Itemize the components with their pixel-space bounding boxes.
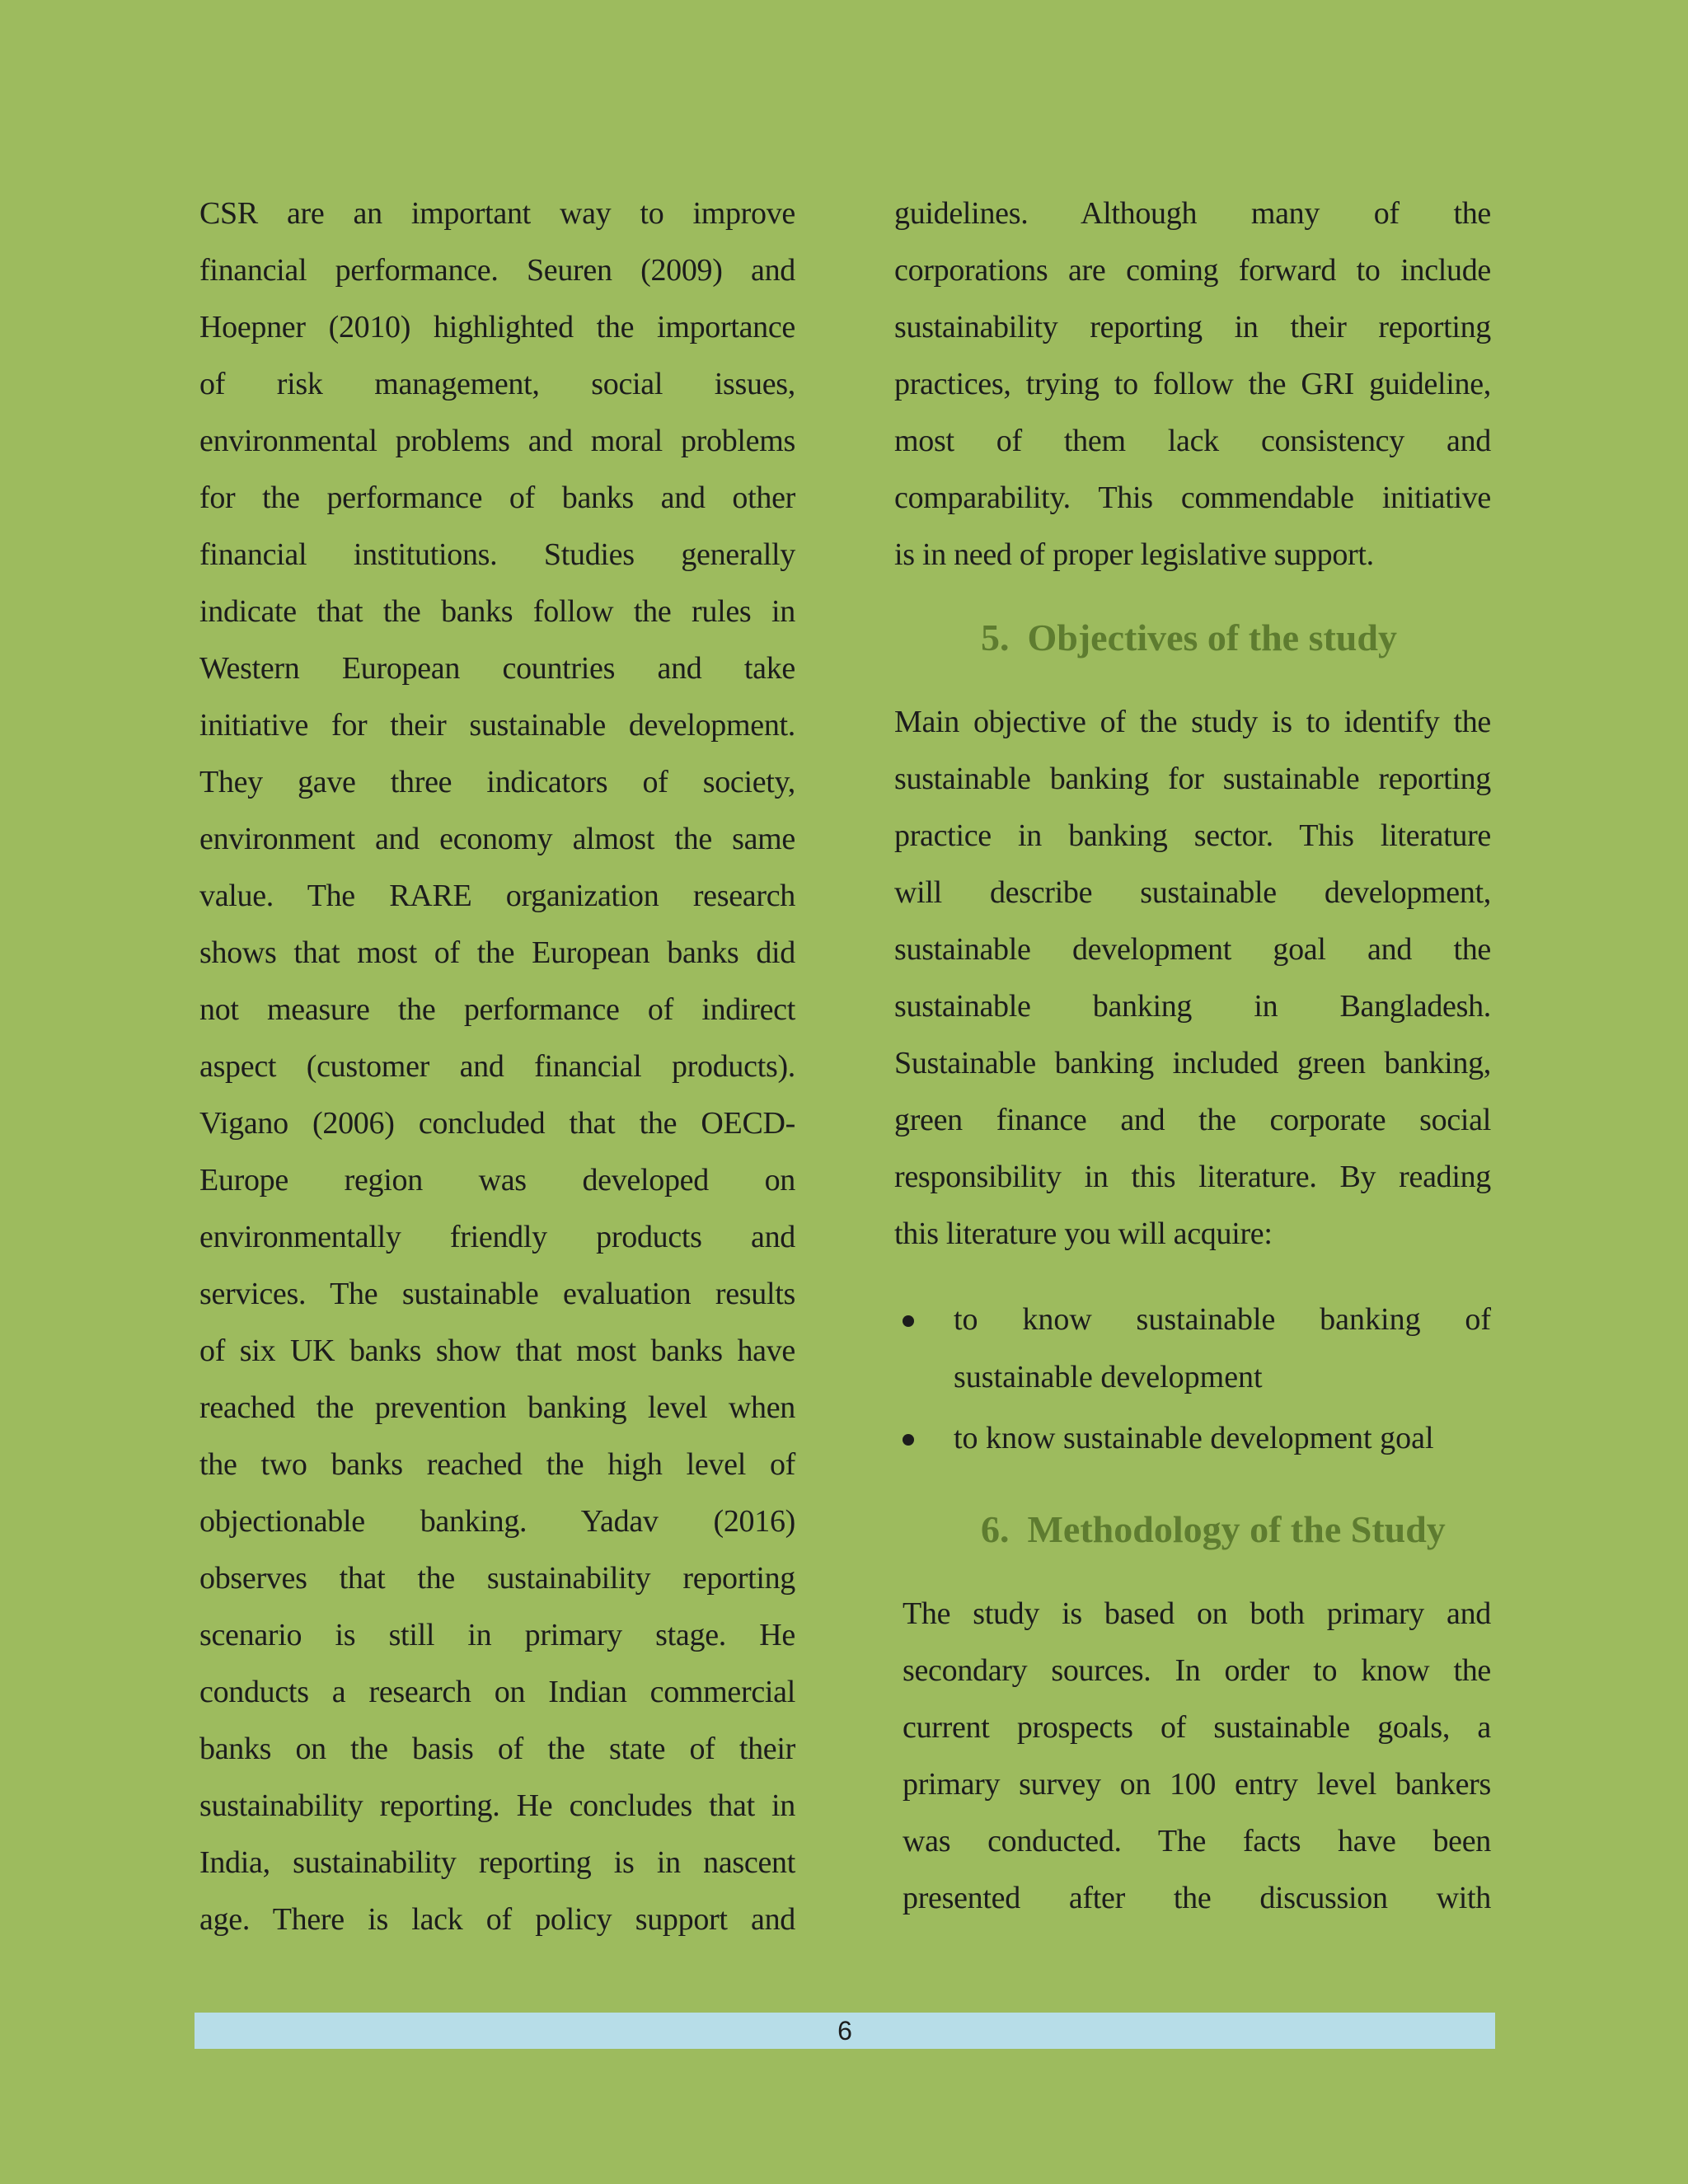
bullet-icon xyxy=(903,1315,914,1327)
text-line: practices, trying to follow the GRI guideline, xyxy=(894,367,1491,401)
text-line: environmentally friendly products and xyxy=(199,1220,795,1254)
left-paragraph xyxy=(199,185,795,1948)
text-line: Sustainable banking included green banking, xyxy=(894,1046,1491,1080)
text-line: Hoepner (2010) highlighted the importance xyxy=(199,310,795,344)
section-5-number: 5. xyxy=(981,616,1010,658)
text-line: this literature you will acquire: xyxy=(894,1216,1273,1251)
text-line: reached the prevention banking level when xyxy=(199,1390,795,1425)
text-line: financial performance. Seuren (2009) and xyxy=(199,253,795,288)
text-line: aspect (customer and financial products). xyxy=(199,1049,795,1084)
objectives-list xyxy=(894,1291,1491,1467)
text-line: sustainable development goal and the xyxy=(894,932,1491,967)
text-line: financial institutions. Studies generally xyxy=(199,537,795,572)
list-item xyxy=(894,1291,1491,1406)
text-line: environment and economy almost the same xyxy=(199,822,795,856)
text-line: most of them lack consistency and xyxy=(894,424,1491,458)
text-line: sustainability reporting in their reporting xyxy=(894,310,1491,344)
text-line: Vigano (2006) concluded that the OECD- xyxy=(199,1106,795,1141)
text-line: Western European countries and take xyxy=(199,651,795,686)
section-5-paragraph xyxy=(894,694,1491,1263)
text-line: sustainable banking for sustainable reporting xyxy=(894,762,1491,796)
section-6-heading xyxy=(894,1505,1491,1554)
text-line: sustainable banking in Bangladesh. xyxy=(894,989,1491,1024)
text-line: primary survey on 100 entry level bankers xyxy=(903,1767,1491,1802)
text-line: objectionable banking. Yadav (2016) xyxy=(199,1504,795,1539)
bullet-icon xyxy=(903,1434,914,1446)
text-line: will describe sustainable development, xyxy=(894,875,1491,910)
page-footer-bar xyxy=(195,2013,1495,2049)
list-item xyxy=(894,1409,1491,1467)
text-line: presented after the discussion with xyxy=(903,1881,1491,1915)
right-column xyxy=(894,185,1491,1927)
text-line: guidelines. Although many of the xyxy=(894,196,1491,231)
text-line: comparability. This commendable initiative xyxy=(894,480,1491,515)
text-line: The study is based on both primary and xyxy=(903,1596,1491,1631)
text-line: observes that the sustainability reporting xyxy=(199,1561,795,1596)
text-line: to know sustainable banking of xyxy=(954,1302,1491,1337)
text-line: indicate that the banks follow the rules in xyxy=(199,594,795,629)
text-line: responsibility in this literature. By reading xyxy=(894,1160,1491,1194)
text-line: practice in banking sector. This literature xyxy=(894,818,1491,853)
text-line: age. There is lack of policy support and xyxy=(199,1902,795,1937)
text-line: initiative for their sustainable development. xyxy=(199,708,795,743)
text-line: is in need of proper legislative support. xyxy=(894,537,1374,572)
section-6-number: 6. xyxy=(981,1508,1010,1550)
text-line: banks on the basis of the state of their xyxy=(199,1732,795,1766)
text-line: the two banks reached the high level of xyxy=(199,1447,795,1482)
text-line: of six UK banks show that most banks have xyxy=(199,1333,795,1368)
text-line: sustainable development xyxy=(954,1360,1263,1394)
text-line: for the performance of banks and other xyxy=(199,480,795,515)
text-line: to know sustainable development goal xyxy=(954,1421,1434,1455)
left-column xyxy=(199,185,795,1948)
right-intro-paragraph xyxy=(894,185,1491,583)
section-5-title: Objectives of the study xyxy=(1027,616,1397,658)
text-line: They gave three indicators of society, xyxy=(199,765,795,799)
text-line: corporations are coming forward to include xyxy=(894,253,1491,288)
text-line: value. The RARE organization research xyxy=(199,879,795,913)
text-line: environmental problems and moral problems xyxy=(199,424,795,458)
text-line: services. The sustainable evaluation results xyxy=(199,1277,795,1311)
text-line: green finance and the corporate social xyxy=(894,1103,1491,1137)
text-line: conducts a research on Indian commercial xyxy=(199,1675,795,1709)
text-line: India, sustainability reporting is in nascent xyxy=(199,1845,795,1880)
page-number: 6 xyxy=(837,2015,852,2046)
text-line: secondary sources. In order to know the xyxy=(903,1653,1491,1688)
text-line: not measure the performance of indirect xyxy=(199,992,795,1027)
text-line: sustainability reporting. He concludes that in xyxy=(199,1788,795,1823)
text-line: Europe region was developed on xyxy=(199,1163,795,1197)
section-5-heading xyxy=(894,613,1491,663)
text-line: of risk management, social issues, xyxy=(199,367,795,401)
text-line: Main objective of the study is to identify the xyxy=(894,705,1491,739)
text-line: shows that most of the European banks did xyxy=(199,935,795,970)
text-line: current prospects of sustainable goals, a xyxy=(903,1710,1491,1745)
text-line: scenario is still in primary stage. He xyxy=(199,1618,795,1652)
section-6-title: Methodology of the Study xyxy=(1027,1508,1446,1550)
text-line: was conducted. The facts have been xyxy=(903,1824,1491,1858)
text-line: CSR are an important way to improve xyxy=(199,196,795,231)
section-6-paragraph xyxy=(894,1586,1491,1927)
